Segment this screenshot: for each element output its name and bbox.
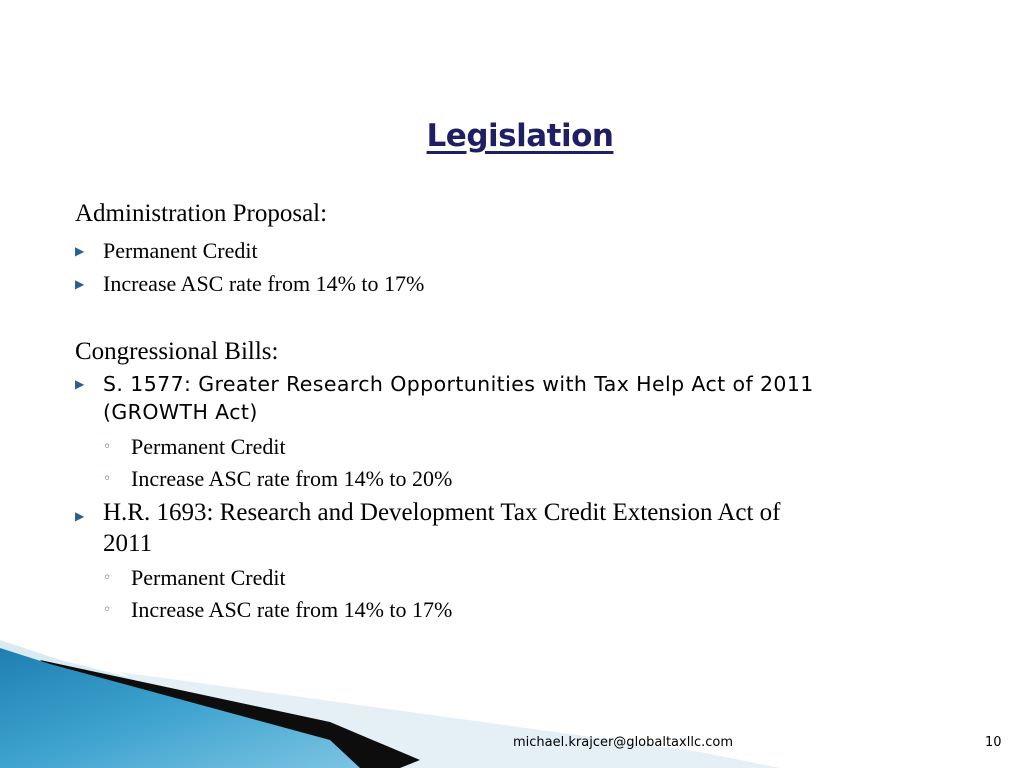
slide-title: Legislation xyxy=(426,118,614,154)
arrow-bullet-icon: ▶ xyxy=(75,277,85,291)
list-item-text: Increase ASC rate from 14% to 17% xyxy=(103,271,425,296)
footer-email: michael.krajcer@globaltaxllc.com xyxy=(513,735,733,750)
section-heading-congressional: Congressional Bills: xyxy=(75,338,279,365)
page-number: 10 xyxy=(985,735,1002,750)
bill-title-line1: H.R. 1693: Research and Development Tax Credit Extension Act of xyxy=(103,499,781,526)
circle-bullet-icon: ◦ xyxy=(103,602,112,618)
arrow-bullet-icon: ▶ xyxy=(75,244,85,258)
list-item-text: Permanent Credit xyxy=(103,238,258,263)
sub-list-item-text: Permanent Credit xyxy=(131,434,286,459)
sub-list-item-text: Increase ASC rate from 14% to 20% xyxy=(131,466,453,491)
bill-title-line2: (GROWTH Act) xyxy=(103,400,258,424)
bill-title-line1: S. 1577: Greater Research Opportunities with Tax Help Act of 2011 xyxy=(103,372,814,396)
circle-bullet-icon: ◦ xyxy=(103,570,112,586)
sub-list-item-text: Increase ASC rate from 14% to 17% xyxy=(131,597,453,622)
arrow-bullet-icon: ▶ xyxy=(75,377,85,391)
arrow-bullet-icon: ▶ xyxy=(75,509,85,523)
circle-bullet-icon: ◦ xyxy=(103,471,112,487)
circle-bullet-icon: ◦ xyxy=(103,439,112,455)
sub-list-item-text: Permanent Credit xyxy=(131,565,286,590)
bill-title-line2: 2011 xyxy=(103,530,153,557)
section-heading-administration: Administration Proposal: xyxy=(75,200,328,227)
